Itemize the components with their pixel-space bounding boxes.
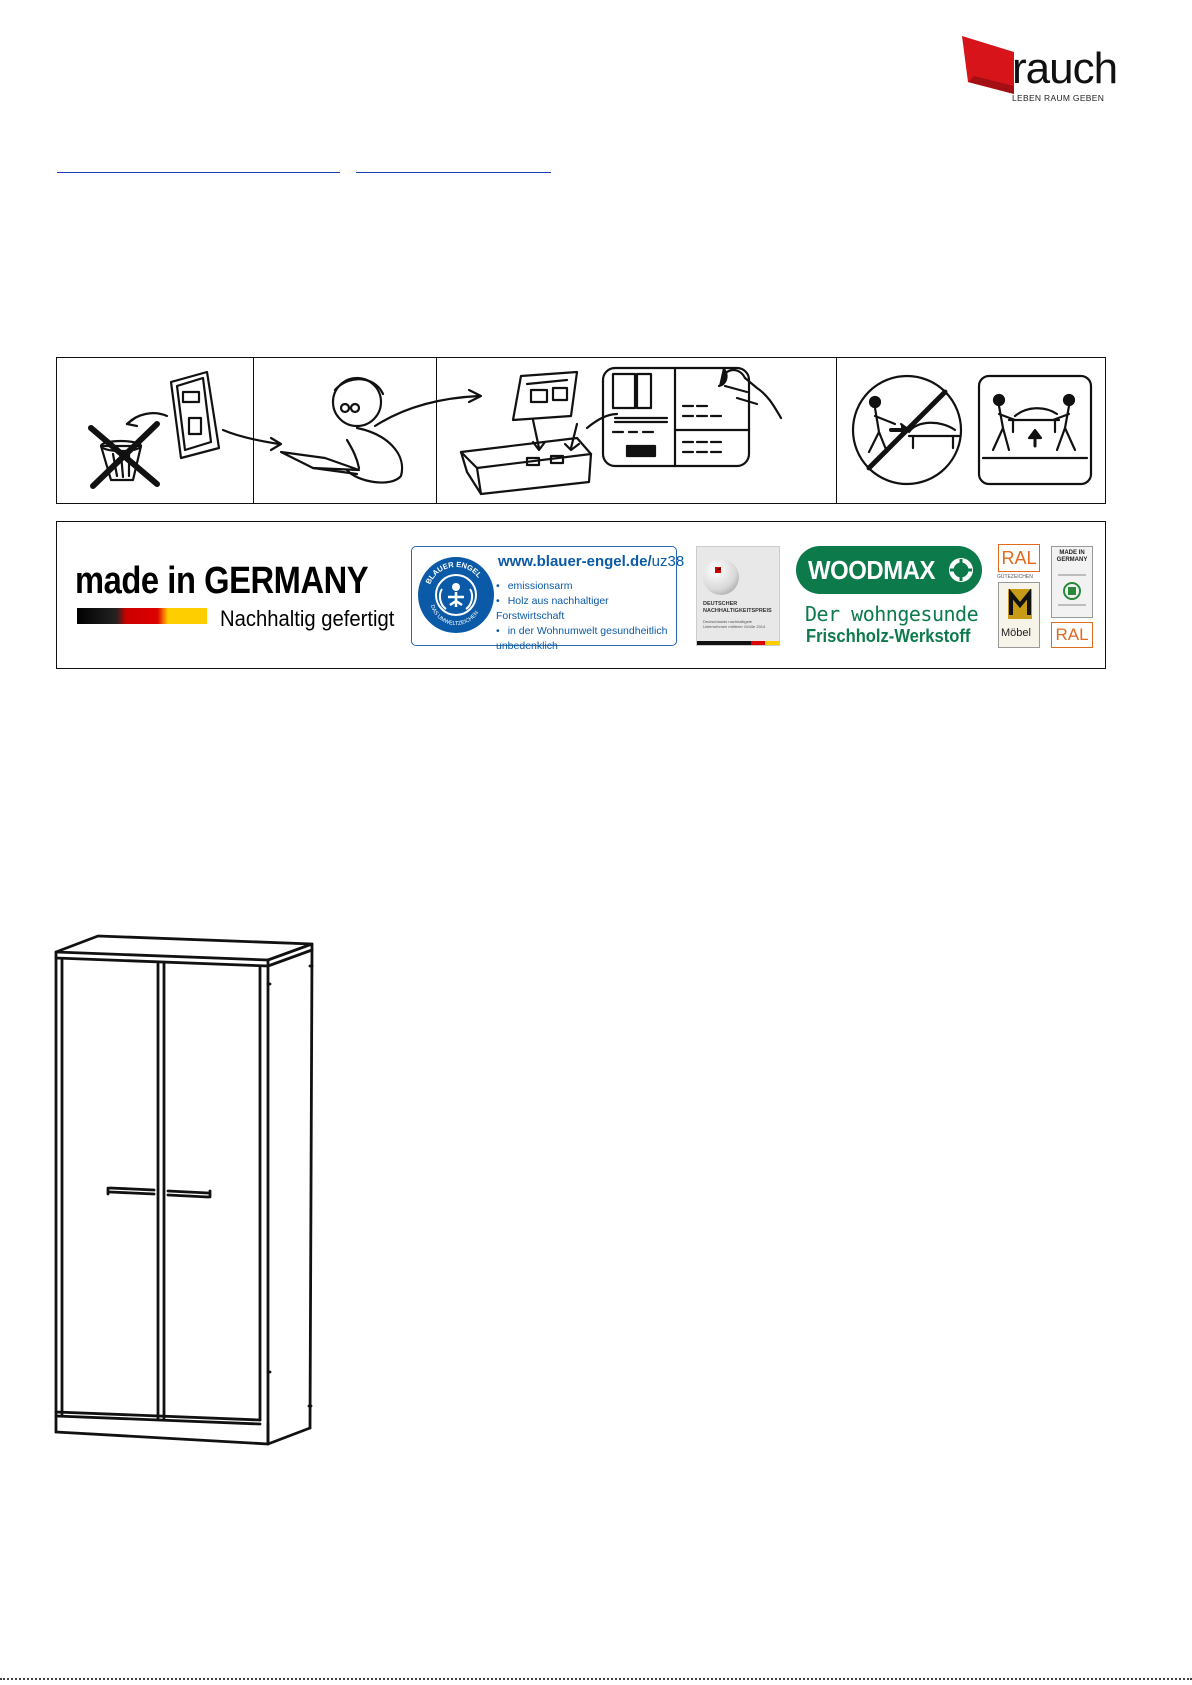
made-in-germany-subtitle: Nachhaltig gefertigt	[220, 606, 395, 631]
made-in-germany-small-badge	[1051, 546, 1093, 618]
nachhaltigkeitspreis-subtitle: Deutschlands nachhaltigste Unternehmen mittlerer Größe 2014	[703, 619, 766, 629]
move-furniture-lift-dont-drag-icon	[853, 376, 1091, 484]
blauer-engel-seal-bottom-text: DAS UMWELTZEICHEN	[428, 604, 480, 628]
document-link-1[interactable]	[57, 154, 340, 173]
german-flag-gradient-icon	[77, 608, 207, 624]
footer-dotted-divider	[0, 1678, 1192, 1680]
woodmax-line2: Frischholz-Werkstoff	[806, 626, 971, 646]
blauer-engel-seal-top-text: BLAUER ENGEL	[423, 559, 484, 586]
made-in-germany-title: made in GERMANY	[75, 560, 369, 602]
discard-manual-crossed-icon	[91, 372, 219, 486]
woodmax-line1: Der wohngesunde	[805, 602, 979, 626]
file-documents-folder-icon	[461, 368, 781, 494]
blauer-engel-bullet: • in der Wohnumwelt gesundheitlich unbedenklich	[496, 624, 674, 654]
blauer-engel-url	[498, 553, 684, 570]
blauer-engel-bullet: • Holz aus nachhaltiger Forstwirtschaft	[496, 594, 674, 624]
ral-guetezeichen-badge: RAL	[998, 544, 1040, 572]
made-in-germany-seal-icon	[1052, 569, 1092, 609]
person-reading-manual-icon	[281, 378, 402, 483]
instruction-pictogram-strip	[56, 357, 1106, 504]
nachhaltigkeitspreis-flag-icon	[697, 641, 779, 645]
blauer-engel-bullet: • emissionsarm	[496, 579, 674, 594]
logo-tagline: LEBEN RAUM GEBEN	[1012, 93, 1105, 103]
certificates-strip	[56, 521, 1106, 669]
two-door-wardrobe-line-drawing-icon	[50, 932, 320, 1452]
blauer-engel-url-text: www.blauer-engel.de/	[498, 553, 652, 570]
rauch-logo	[960, 36, 1118, 106]
document-link-2[interactable]	[356, 154, 551, 173]
nachhaltigkeitspreis-title: DEUTSCHER NACHHALTIGKEITSPREIS	[703, 601, 772, 614]
instruction-pictograms-icon	[57, 358, 1104, 502]
nachhaltigkeitspreis-badge	[696, 546, 780, 646]
woodmax-cog-icon	[948, 557, 974, 583]
woodmax-brand: WOODMAX	[808, 555, 936, 585]
blauer-engel-bullets	[496, 579, 674, 654]
ral-moebel-label: Möbel	[1001, 627, 1031, 639]
blauer-engel-code: uz38	[651, 553, 685, 570]
logo-mark-icon	[960, 36, 1016, 96]
logo-brand-text: rauch	[1012, 44, 1118, 93]
made-in-germany-small-label: MADE IN GERMANY	[1056, 550, 1088, 563]
woodmax-badge	[796, 546, 982, 594]
ral-bottom-badge: RAL	[1051, 622, 1093, 648]
blauer-engel-seal-icon	[416, 549, 496, 641]
ral-guetezeichen-sub: GÜTEZEICHEN	[997, 574, 1033, 580]
moebel-m-icon	[1008, 589, 1032, 619]
blauer-engel-label	[411, 546, 685, 652]
nachhaltigkeitspreis-sphere-icon	[697, 547, 779, 603]
ral-moebel-badge	[998, 582, 1040, 648]
